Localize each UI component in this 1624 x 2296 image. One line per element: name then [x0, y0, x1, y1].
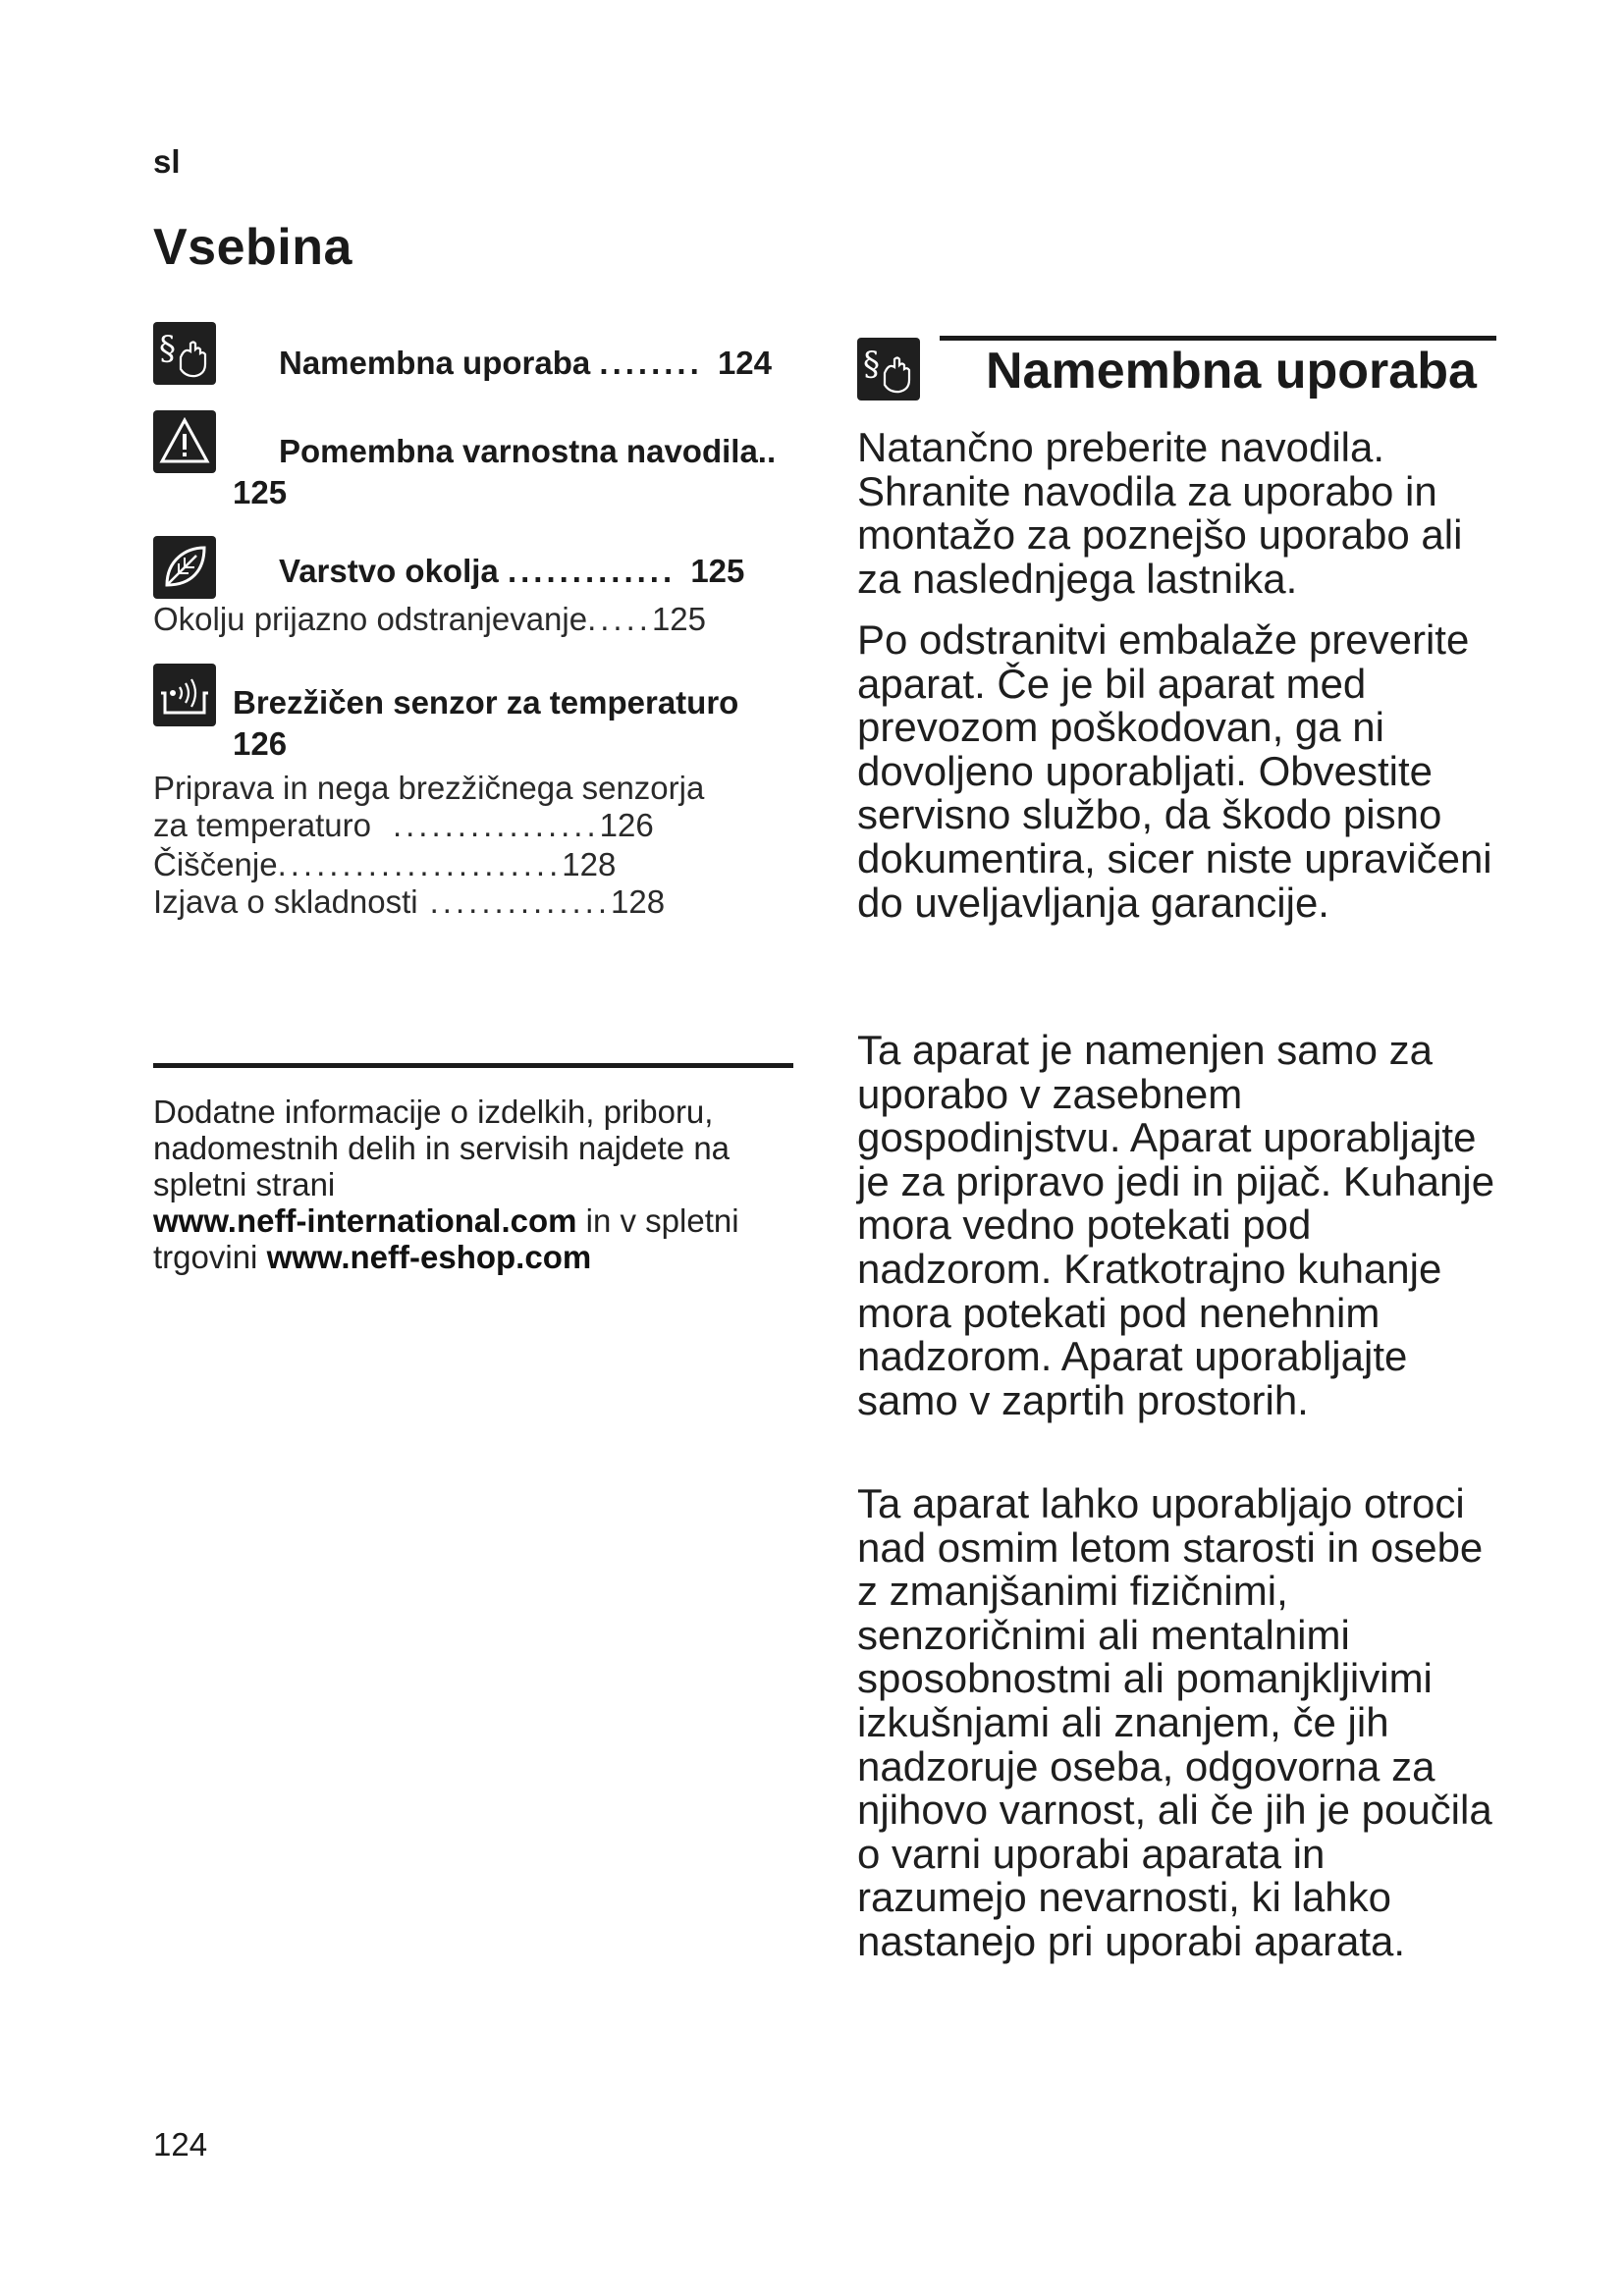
- toc-entry-varstvo-okolja[interactable]: [279, 552, 744, 591]
- info-text-2: in v spletni trgovini: [153, 1202, 739, 1275]
- paragraph-hand-icon: [857, 338, 920, 400]
- toc-page: 126: [599, 807, 654, 843]
- toc-page: 125: [690, 553, 745, 589]
- toc-dots: ........: [599, 345, 703, 381]
- toc-label-line1: Priprava in nega brezžičnega senzorja: [153, 770, 705, 806]
- toc-page: 128: [611, 883, 666, 920]
- toc-label: Pomembna varnostna navodila..: [279, 433, 777, 469]
- toc-subentry-okolju-prijazno[interactable]: [153, 601, 782, 638]
- toc-entry-brezzicen-senzor[interactable]: [233, 683, 738, 722]
- language-code: sl: [153, 143, 181, 180]
- paragraph-3: Ta aparat je namenjen samo za uporabo v zasebnem gospodinjstvu. Aparat uporabljajte je za pripravo jedi in pijač. Kuhanje mora vedno potekati pod nadzorom. Kratkotrajno kuhanje mora potekati pod nenehnim nadzorom. Aparat uporabljajte samo v zaprtih prostorih.: [857, 1027, 1495, 1423]
- toc-subentry-priprava[interactable]: [153, 770, 791, 844]
- paragraph-4: Ta aparat lahko uporabljajo otroci nad osmim letom starosti in osebe z zmanjšanimi fizičnimi, senzoričnimi ali mentalnimi sposobnostmi ali pomanjkljivimi izkušnjami ali znanjem, če jih nadzoruje oseba, odgovorna za njihovo varnost, ali če jih je poučila o varni uporabi aparata in razumejo nevarnosti, ki lahko nastanejo pri uporabi aparata.: [857, 1480, 1492, 1964]
- toc-label: Namembna uporaba: [279, 345, 591, 381]
- info-text: Dodatne informacije o izdelkih, priboru, nadomestnih delih in servisih najdete na spletni strani: [153, 1094, 731, 1202]
- link-neff-eshop[interactable]: www.neff-eshop.com: [266, 1239, 592, 1275]
- toc-label: Okolju prijazno odstranjevanje: [153, 601, 588, 637]
- toc-entry-pomembna-varnostna-navodila[interactable]: [279, 432, 776, 471]
- link-neff-international[interactable]: www.neff-international.com: [153, 1202, 577, 1239]
- toc-label: Čiščenje: [153, 846, 278, 882]
- paragraph-2: Po odstranitvi embalaže preverite aparat. Če je bil aparat med prevozom poškodovan, ga ni dovoljeno uporabljati. Obvestite servisno službo, da škodo pisno dokumentira, sicer niste upravičeni do uveljavljanja garancije.: [857, 616, 1492, 926]
- svg-text:§: §: [159, 329, 176, 368]
- divider: [153, 1063, 793, 1068]
- leaf-icon: [153, 536, 216, 599]
- toc-page: 125: [651, 601, 706, 637]
- toc-dots: ......................: [277, 846, 563, 882]
- paragraph-1: Natančno preberite navodila. Shranite navodila za uporabo in montažo za poznejšo uporabo ali za naslednjega lastnika.: [857, 424, 1463, 602]
- page-title: Vsebina: [153, 219, 352, 276]
- toc-dots: ..............: [429, 883, 611, 920]
- toc-page: 126: [233, 725, 288, 762]
- warning-triangle-icon: [153, 410, 216, 473]
- toc-subentry-ciscenje[interactable]: [153, 846, 791, 883]
- toc-label: Varstvo okolja: [279, 553, 499, 589]
- section-rule: [940, 336, 1496, 341]
- toc-page-126: [233, 724, 287, 764]
- page-number: 124: [153, 2126, 208, 2163]
- section-title: Namembna uporaba: [986, 343, 1477, 400]
- toc-page: 125: [233, 474, 288, 510]
- toc-entry-namembna-uporaba[interactable]: [279, 344, 772, 383]
- toc-dots: .............: [507, 553, 677, 589]
- toc-label: Izjava o skladnosti: [153, 883, 418, 920]
- paragraph-hand-icon: [153, 322, 216, 385]
- svg-text:§: §: [863, 345, 880, 384]
- toc-page: 124: [717, 345, 773, 381]
- toc-label-line2: za temperaturo: [153, 807, 371, 843]
- toc-page-125: [233, 473, 287, 512]
- info-note: [153, 1094, 801, 1275]
- toc-dots: ................: [392, 807, 600, 843]
- toc-page: 128: [562, 846, 617, 882]
- toc-subentry-izjava[interactable]: [153, 883, 791, 921]
- toc-dots: .....: [587, 601, 652, 637]
- toc-label: Brezžičen senzor za temperaturo: [233, 684, 739, 721]
- wireless-sensor-pot-icon: [153, 664, 216, 726]
